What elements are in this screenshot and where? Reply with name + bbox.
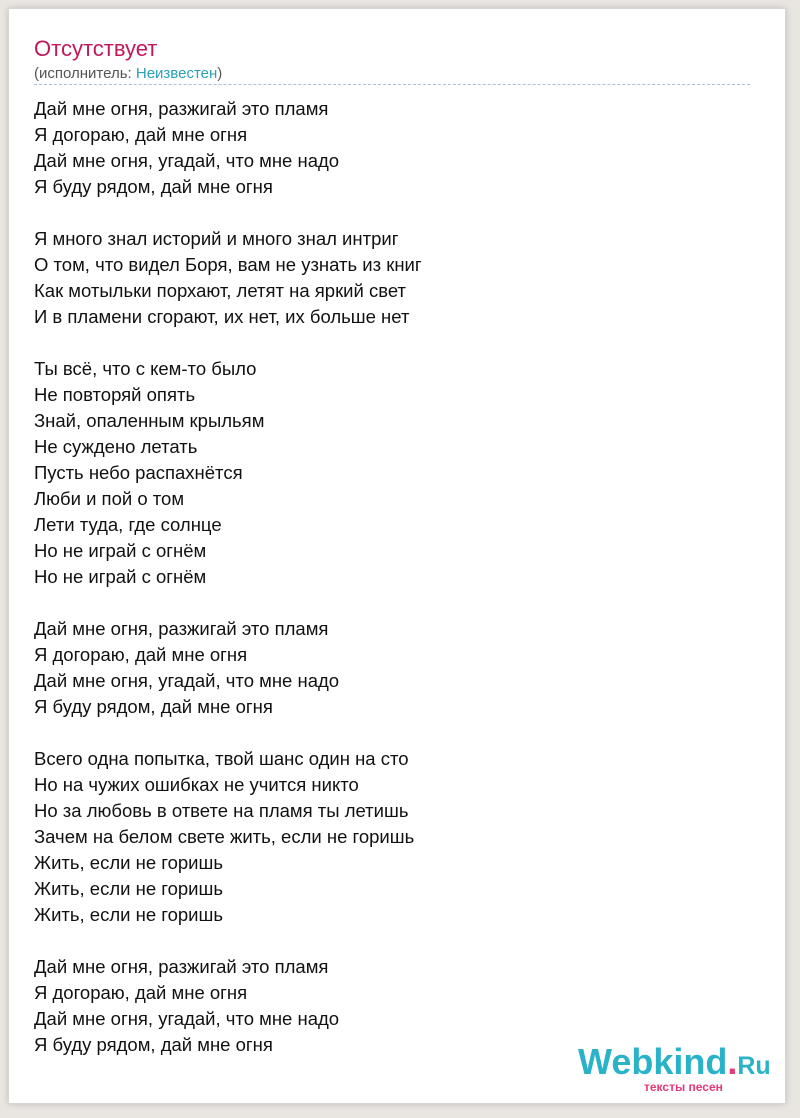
lyric-line: Пусть небо распахнётся [34,462,243,483]
logo-dot: . [727,1041,738,1082]
lyric-line: Я догораю, дай мне огня [34,982,248,1003]
lyric-line: Всего одна попытка, твой шанс один на сто [34,748,409,769]
lyric-line: Дай мне огня, угадай, что мне надо [34,1008,340,1029]
lyrics-stanza [34,96,750,200]
lyric-line: Дай мне огня, разжигай это пламя [34,618,329,639]
lyric-line: Дай мне огня, разжигай это пламя [34,98,329,119]
logo-word: Webkind [578,1041,728,1082]
lyric-line: И в пламени сгорают, их нет, их больше нет [34,306,410,327]
artist-prefix: (исполнитель: [34,65,136,82]
lyric-line: Жить, если не горишь [34,904,223,925]
lyric-line: Я буду рядом, дай мне огня [34,1034,273,1055]
lyric-line: Зачем на белом свете жить, если не горишь [34,826,415,847]
lyric-line: Но не играй с огнём [34,540,207,561]
lyrics-body [34,96,750,1084]
lyrics-stanza [34,356,750,590]
lyric-line: Дай мне огня, угадай, что мне надо [34,670,340,691]
lyric-line: Дай мне огня, угадай, что мне надо [34,150,340,171]
lyric-line: Не повторяй опять [34,384,196,405]
lyric-line: Я догораю, дай мне огня [34,124,248,145]
lyrics-stanza [34,746,750,928]
lyric-line: Лети туда, где солнце [34,514,222,535]
logo-tagline: тексты песен [644,1080,723,1094]
lyric-line: Жить, если не горишь [34,878,223,899]
lyric-line: Но на чужих ошибках не учится никто [34,774,359,795]
lyric-line: Не суждено летать [34,436,198,457]
lyric-line: Дай мне огня, разжигай это пламя [34,956,329,977]
lyric-line: Я догораю, дай мне огня [34,644,248,665]
lyric-line: Знай, опаленным крыльям [34,410,265,431]
lyric-line: Я много знал историй и много знал интриг [34,228,399,249]
lyric-line: Люби и пой о том [34,488,185,509]
artist-link[interactable]: Неизвестен [135,65,218,82]
lyric-line: Жить, если не горишь [34,852,223,873]
lyric-line: Я буду рядом, дай мне огня [34,176,273,197]
lyric-line: О том, что видел Боря, вам не узнать из книг [34,254,422,275]
lyric-line: Как мотыльки порхают, летят на яркий свет [34,280,407,301]
lyrics-stanza [34,226,750,330]
webkind-logo[interactable] [578,1040,778,1100]
artist-line [34,64,752,84]
lyrics-stanza [34,616,750,720]
header-divider [34,84,750,85]
logo-tld: Ru [737,1052,771,1080]
lyric-line: Ты всё, что с кем-то было [34,358,257,379]
song-header [34,36,752,84]
artist-suffix: ) [217,65,223,82]
lyric-line: Но за любовь в ответе на пламя ты летишь [34,800,409,821]
lyric-line: Я буду рядом, дай мне огня [34,696,273,717]
song-title: Отсутствует [34,36,158,61]
lyric-line: Но не играй с огнём [34,566,207,587]
